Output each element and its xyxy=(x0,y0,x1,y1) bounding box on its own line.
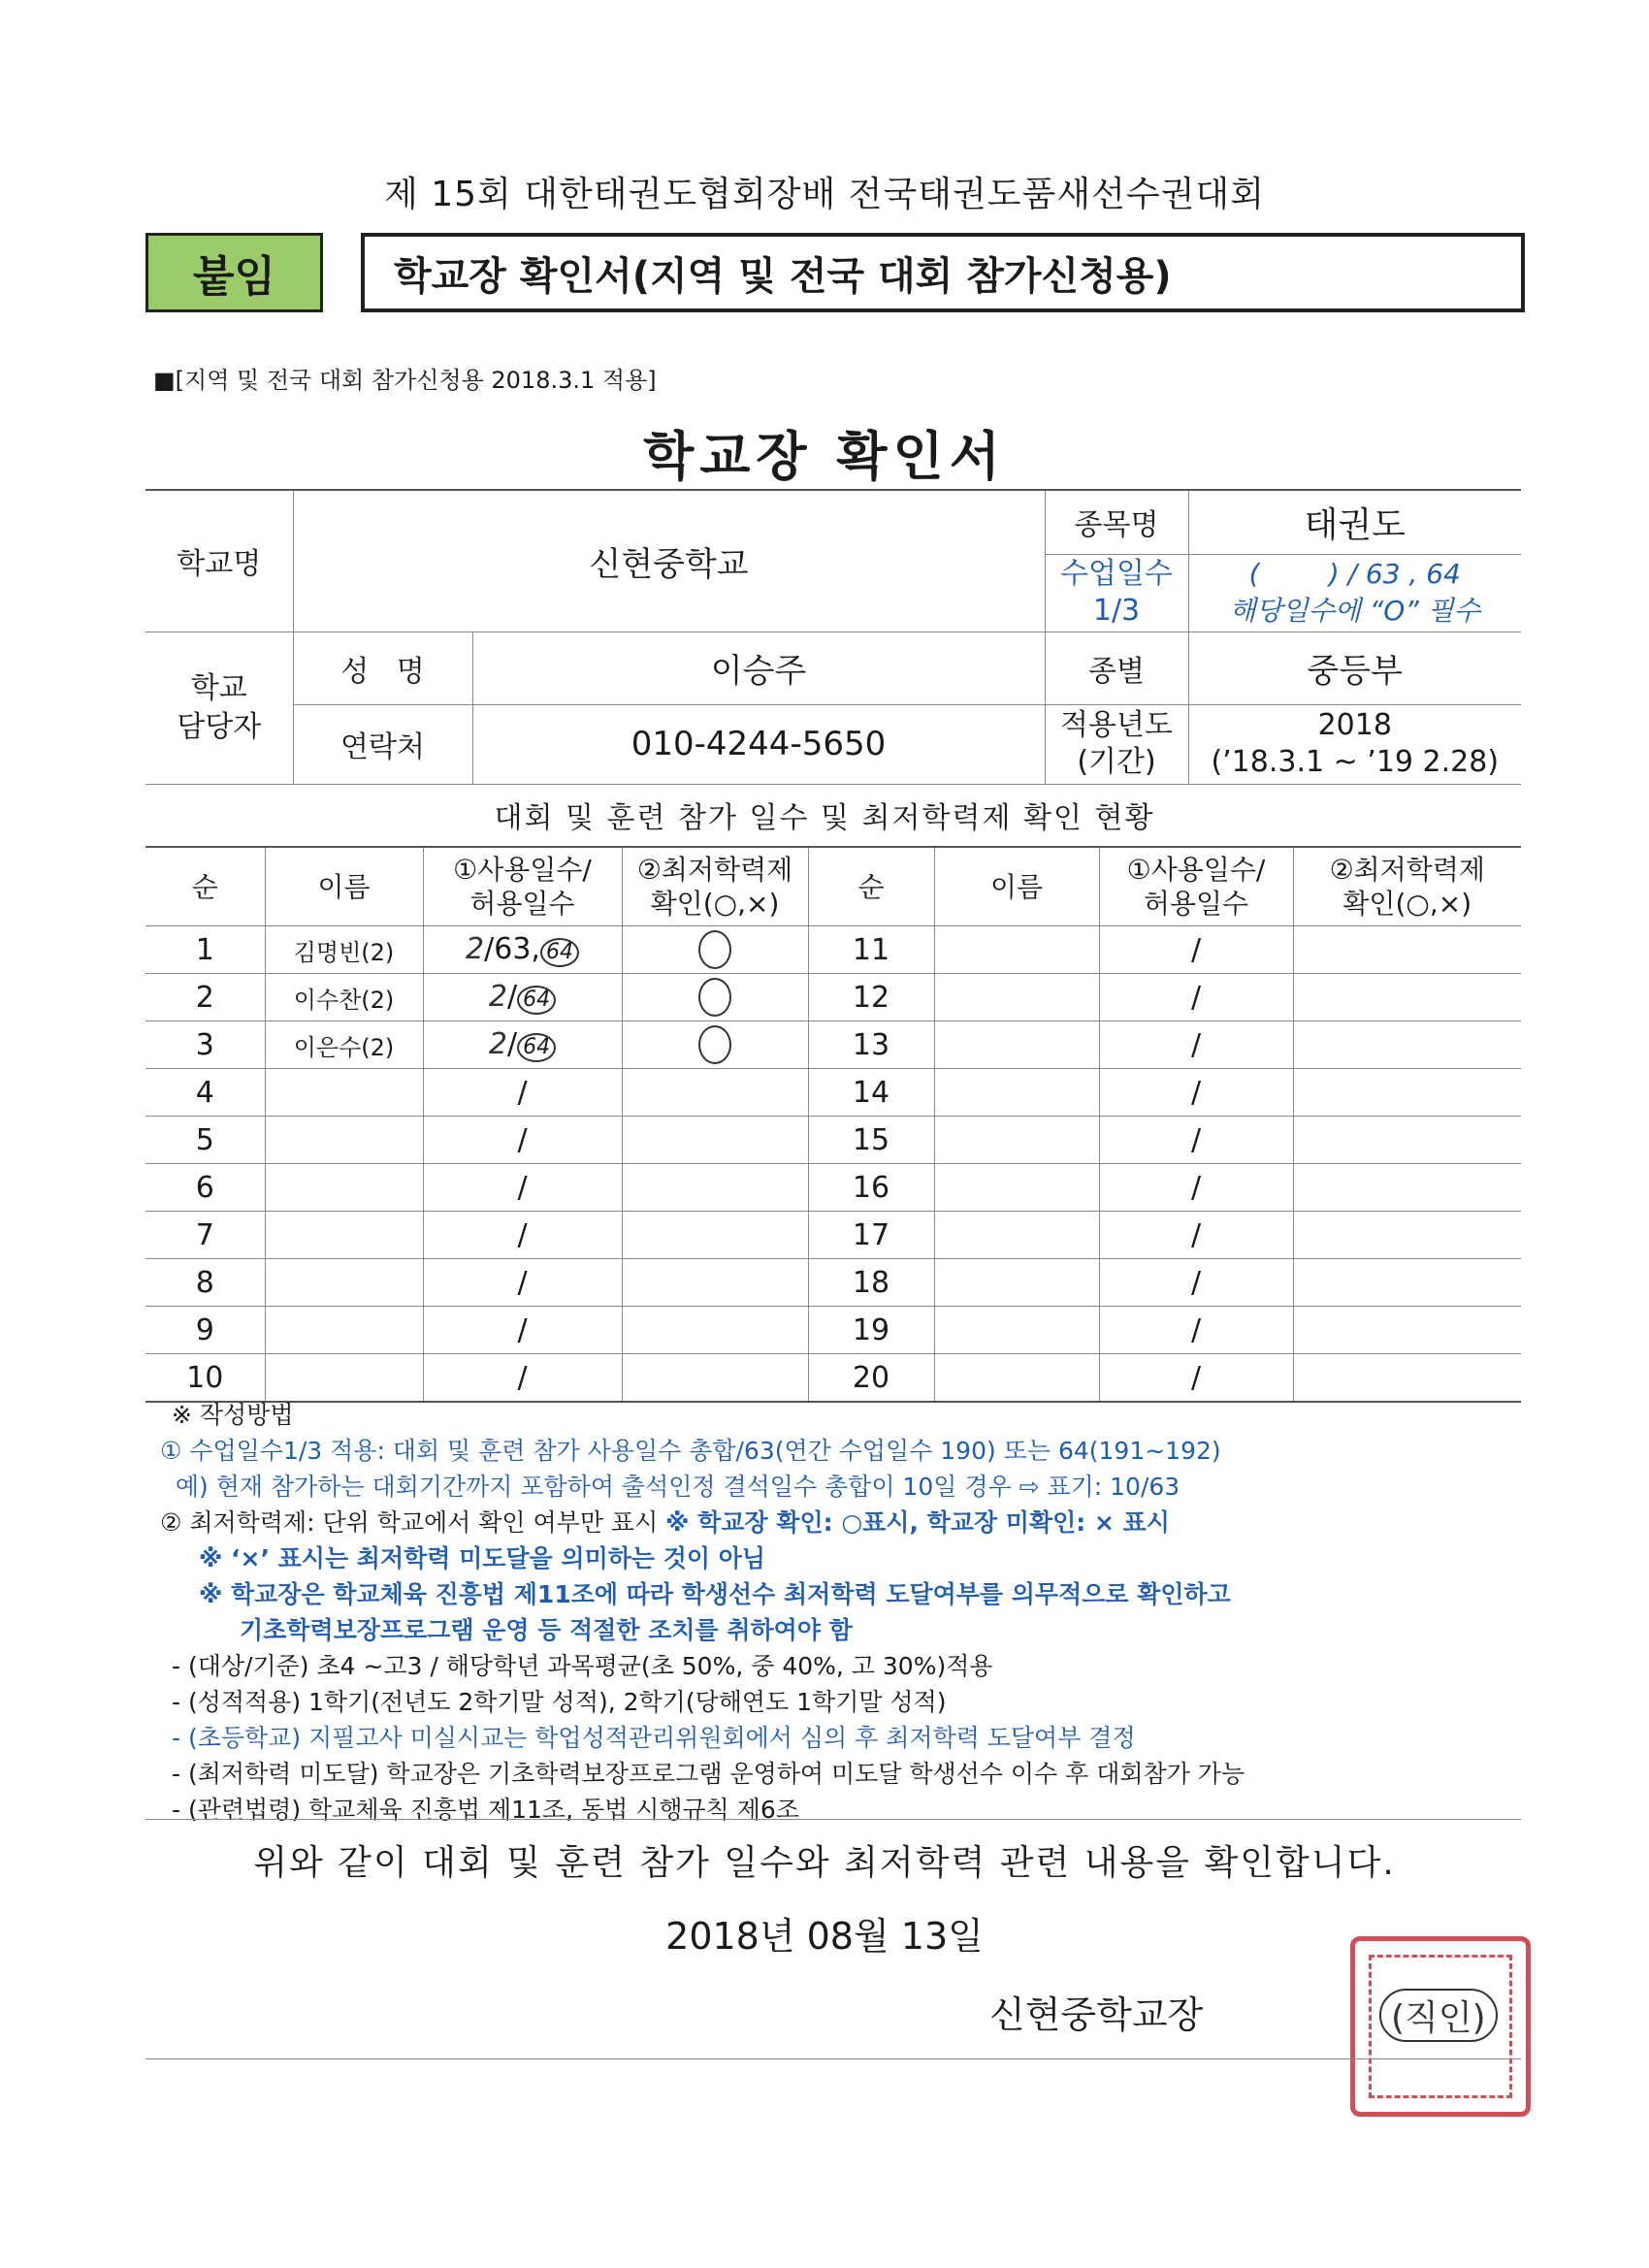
attachment-tag: 붙임 xyxy=(146,233,323,312)
row-no-right: 14 xyxy=(808,1069,934,1117)
row-name-right xyxy=(934,926,1099,974)
days-label-line2: 1/3 xyxy=(1092,594,1141,628)
row-grade-check xyxy=(622,1117,808,1164)
row-grade-check-right xyxy=(1293,1259,1521,1307)
row-name xyxy=(265,1117,423,1164)
days-slash: /63, xyxy=(484,932,540,966)
instr-line-5: ※ 학교장은 학교체육 진흥법 제11조에 따라 학생선수 최저학력 도달여부를 의무적으로 확인하고 xyxy=(199,1580,1231,1608)
row-no: 6 xyxy=(146,1164,265,1212)
row-grade-check xyxy=(622,1307,808,1354)
days-slash: / xyxy=(517,1312,528,1347)
bottom-line xyxy=(146,2058,1521,2059)
row-grade-check xyxy=(622,1259,808,1307)
row-name-right xyxy=(934,1354,1099,1403)
allowed-days-circled: 64 xyxy=(517,986,556,1015)
row-grade-check-right xyxy=(1293,1212,1521,1259)
table-row xyxy=(146,1212,1521,1259)
row-days-right: / xyxy=(1099,1069,1293,1117)
used-days: 2 xyxy=(466,932,485,966)
days-value-line2: 해당일수에 “O” 필수 xyxy=(1229,595,1480,627)
row-days-right: / xyxy=(1099,1021,1293,1069)
row-days xyxy=(423,1307,622,1354)
check-circle-mark xyxy=(698,978,731,1017)
instr-line-10: - (최저학력 미도달) 학교장은 기초학력보장프로그램 운영하여 미도달 학생선수 이수 후 대회참가 가능 xyxy=(172,1760,1245,1788)
year-label-line2: (기간) xyxy=(1077,745,1156,779)
row-name xyxy=(265,1354,423,1403)
row-no: 1 xyxy=(146,926,265,974)
used-days: 2 xyxy=(488,1027,507,1061)
header-grade-line1: ②최저학력제 xyxy=(636,854,793,886)
row-name-right xyxy=(934,1117,1099,1164)
row-no-right: 19 xyxy=(808,1307,934,1354)
row-name-right xyxy=(934,974,1099,1021)
seal-label: (직인) xyxy=(1379,1989,1498,2042)
event-title: 제 15회 대한태권도협회장배 전국태권도품새선수권대회 xyxy=(384,175,1265,214)
header-days-right xyxy=(1099,847,1293,926)
header-days-line1: ①사용일수/ xyxy=(453,854,592,886)
row-grade-check xyxy=(622,974,808,1021)
confirm-statement: 위와 같이 대회 및 훈련 참가 일수와 최저학력 관련 내용을 확인합니다. xyxy=(253,1843,1396,1883)
row-grade-check-right xyxy=(1293,1164,1521,1212)
row-days-right: / xyxy=(1099,1259,1293,1307)
row-grade-check-right xyxy=(1293,926,1521,974)
row-name xyxy=(265,1307,423,1354)
row-grade-check-right xyxy=(1293,1069,1521,1117)
divider-line xyxy=(146,1819,1521,1820)
table-header-row xyxy=(146,847,1521,926)
form-note: ■[지역 및 전국 대회 참가신청용 2018.3.1 적용] xyxy=(153,367,657,394)
instr-line-6: 기초학력보장프로그램 운영 등 적절한 조치를 취하여야 함 xyxy=(240,1616,853,1644)
row-days xyxy=(423,1259,622,1307)
row-name: 이은수(2) xyxy=(265,1021,423,1069)
header-name: 이름 xyxy=(265,847,423,926)
row-name-right xyxy=(934,1259,1099,1307)
instr-line-9: - (초등학교) 지필고사 미실시교는 학업성적관리위원회에서 심의 후 최저학력 도달여부 결정 xyxy=(172,1724,1136,1752)
row-grade-check-right xyxy=(1293,1354,1521,1403)
allowed-days-circled: 64 xyxy=(517,1033,556,1062)
row-grade-check xyxy=(622,1164,808,1212)
year-value-line1: 2018 xyxy=(1317,708,1392,742)
days-slash: / xyxy=(517,1170,528,1205)
row-grade-check xyxy=(622,926,808,974)
instructions xyxy=(160,1397,1537,1828)
attachment-title: 학교장 확인서(지역 및 전국 대회 참가신청용) xyxy=(361,233,1525,312)
row-no-right: 20 xyxy=(808,1354,934,1403)
header-days-line2: 허용일수 xyxy=(469,888,575,920)
instr-line-8: - (성적적용) 1학기(전년도 2학기말 성적), 2학기(당해연도 1학기말 성적) xyxy=(172,1688,947,1716)
row-days xyxy=(423,1069,622,1117)
table-row xyxy=(146,1307,1521,1354)
table-row xyxy=(146,974,1521,1021)
row-name-right xyxy=(934,1307,1099,1354)
year-label xyxy=(1045,704,1188,784)
row-days-right: / xyxy=(1099,1164,1293,1212)
row-grade-check-right xyxy=(1293,1117,1521,1164)
table-row xyxy=(146,1164,1521,1212)
days-slash: / xyxy=(517,1265,528,1300)
header-grade xyxy=(622,847,808,926)
instr-line-3b: ※ 학교장 확인: ○표시, 학교장 미확인: × 표시 xyxy=(665,1508,1170,1537)
row-days-right: / xyxy=(1099,926,1293,974)
row-name: 이수찬(2) xyxy=(265,974,423,1021)
row-name xyxy=(265,1069,423,1117)
contact-label: 연락처 xyxy=(293,704,472,784)
row-grade-check-right xyxy=(1293,974,1521,1021)
row-no: 9 xyxy=(146,1307,265,1354)
days-value xyxy=(1188,554,1521,632)
manager-label-line1: 학교 xyxy=(190,670,247,705)
header-grade-right-line1: ②최저학력제 xyxy=(1329,854,1485,886)
row-no: 4 xyxy=(146,1069,265,1117)
row-no-right: 16 xyxy=(808,1164,934,1212)
contact-value: 010-4244-5650 xyxy=(472,704,1045,784)
table-row xyxy=(146,1117,1521,1164)
check-circle-mark xyxy=(698,1025,731,1064)
header-no-right: 순 xyxy=(808,847,934,926)
row-days-right: / xyxy=(1099,1354,1293,1403)
header-no: 순 xyxy=(146,847,265,926)
row-grade-check xyxy=(622,1354,808,1403)
instr-line-7: - (대상/기준) 초4 ~고3 / 해당학년 과목평균(초 50%, 중 40%, 고 30%)적용 xyxy=(172,1652,993,1680)
year-value-line2: (’18.3.1 ~ ’19 2.28) xyxy=(1211,745,1500,779)
participation-table xyxy=(146,846,1521,1403)
row-name xyxy=(265,1259,423,1307)
division-value: 중등부 xyxy=(1188,632,1521,704)
row-name-right xyxy=(934,1164,1099,1212)
instr-line-4: ※ ‘×’ 표시는 최저학력 미도달을 의미하는 것이 아님 xyxy=(199,1544,766,1572)
row-name xyxy=(265,1164,423,1212)
principal-name: 신현중학교장 xyxy=(989,1993,1204,2036)
name-label: 성 명 xyxy=(293,632,472,704)
table-row xyxy=(146,1021,1521,1069)
sport-label: 종목명 xyxy=(1045,490,1188,554)
row-days xyxy=(423,1212,622,1259)
row-days-right: / xyxy=(1099,1117,1293,1164)
row-grade-check xyxy=(622,1069,808,1117)
table-row xyxy=(146,1069,1521,1117)
days-slash: / xyxy=(517,1075,528,1110)
row-days xyxy=(423,974,622,1021)
instr-line-3 xyxy=(160,1505,1537,1540)
days-slash: / xyxy=(517,1122,528,1157)
row-grade-check xyxy=(622,1021,808,1069)
row-no-right: 17 xyxy=(808,1212,934,1259)
row-no-right: 12 xyxy=(808,974,934,1021)
row-grade-check-right xyxy=(1293,1021,1521,1069)
row-days xyxy=(423,1117,622,1164)
header-days xyxy=(423,847,622,926)
header-grade-right xyxy=(1293,847,1521,926)
row-no: 10 xyxy=(146,1354,265,1403)
sport-value: 태권도 xyxy=(1188,490,1521,554)
table-row xyxy=(146,1259,1521,1307)
document-title: 학교장 확인서 xyxy=(643,426,1006,487)
header-days-right-line2: 허용일수 xyxy=(1143,888,1249,920)
row-no-right: 13 xyxy=(808,1021,934,1069)
row-no-right: 18 xyxy=(808,1259,934,1307)
row-name: 김명빈(2) xyxy=(265,926,423,974)
row-no-right: 15 xyxy=(808,1117,934,1164)
header-days-right-line1: ①사용일수/ xyxy=(1126,854,1266,886)
allowed-days-circled: 64 xyxy=(540,938,579,967)
row-name-right xyxy=(934,1021,1099,1069)
row-no: 7 xyxy=(146,1212,265,1259)
school-info-table xyxy=(146,489,1521,785)
days-label xyxy=(1045,554,1188,632)
row-no: 2 xyxy=(146,974,265,1021)
year-value xyxy=(1188,704,1521,784)
row-days xyxy=(423,1354,622,1403)
days-label-line1: 수업일수 xyxy=(1060,557,1173,591)
instr-line-1: ① 수업일수1/3 적용: 대회 및 훈련 참가 사용일수 총합/63(연간 수업일수 190) 또는 64(191~192) xyxy=(160,1437,1221,1465)
instr-heading: ※ 작성방법 xyxy=(172,1401,294,1429)
used-days: 2 xyxy=(488,980,507,1014)
row-days xyxy=(423,926,622,974)
row-no-right: 11 xyxy=(808,926,934,974)
row-days xyxy=(423,1021,622,1069)
row-days-right: / xyxy=(1099,1212,1293,1259)
days-slash: / xyxy=(506,1027,518,1061)
manager-label xyxy=(146,632,293,784)
row-name-right xyxy=(934,1069,1099,1117)
instr-line-3a: ② 최저학력제: 단위 학교에서 확인 여부만 표시 xyxy=(160,1508,666,1537)
section-title: 대회 및 훈련 참가 일수 및 최저학력제 확인 현황 xyxy=(494,801,1155,835)
table-row xyxy=(146,1354,1521,1403)
row-grade-check xyxy=(622,1212,808,1259)
division-label: 종별 xyxy=(1045,632,1188,704)
row-name-right xyxy=(934,1212,1099,1259)
row-no: 3 xyxy=(146,1021,265,1069)
name-value: 이승주 xyxy=(472,632,1045,704)
header-grade-line2: 확인(○,×) xyxy=(650,888,780,920)
days-slash: / xyxy=(517,1360,528,1395)
row-grade-check-right xyxy=(1293,1307,1521,1354)
header-name-right: 이름 xyxy=(934,847,1099,926)
days-slash: / xyxy=(517,1217,528,1252)
manager-label-line2: 담당자 xyxy=(177,709,262,744)
instr-line-11: - (관련법령) 학교체육 진흥법 제11조, 동법 시행규칙 제6조 xyxy=(172,1796,799,1824)
row-days-right: / xyxy=(1099,974,1293,1021)
table-row xyxy=(146,926,1521,974)
row-no: 8 xyxy=(146,1259,265,1307)
row-name xyxy=(265,1212,423,1259)
signature-date: 2018년 08월 13일 xyxy=(665,1915,984,1958)
instr-line-2: 예) 현재 참가하는 대회기간까지 포함하여 출석인정 결석일수 총합이 10일 경우 ⇨ 표기: 10/63 xyxy=(160,1473,1180,1501)
row-days xyxy=(423,1164,622,1212)
days-value-line1: ( ) / 63 , 64 xyxy=(1248,558,1461,590)
year-label-line1: 적용년도 xyxy=(1060,708,1173,742)
header-grade-right-line2: 확인(○,×) xyxy=(1342,888,1472,920)
school-label: 학교명 xyxy=(146,490,293,632)
school-value: 신현중학교 xyxy=(293,490,1045,632)
row-no: 5 xyxy=(146,1117,265,1164)
check-circle-mark xyxy=(698,930,731,969)
row-days-right: / xyxy=(1099,1307,1293,1354)
days-slash: / xyxy=(506,980,518,1014)
